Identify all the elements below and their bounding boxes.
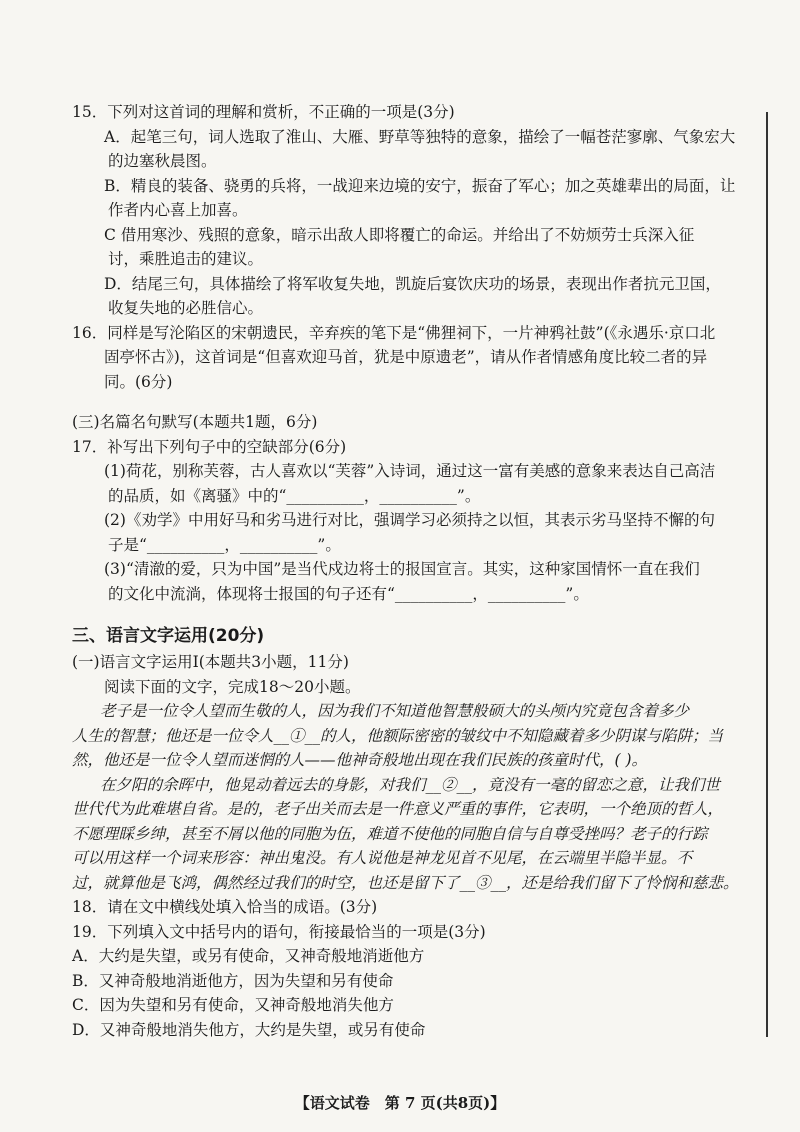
q18-stem: 18．请在文中横线处填入恰当的成语。(3分) bbox=[72, 898, 378, 916]
q17-sub2-cont: 子是“__________，__________”。 bbox=[108, 535, 341, 554]
q15-stem: 15．下列对这首词的理解和赏析，不正确的一项是(3分) bbox=[72, 103, 455, 121]
passage-line: 老子是一位令人望而生敬的人，因为我们不知道他智慧般硕大的头颅内究竟包含着多少 bbox=[100, 702, 690, 720]
q15-option-a: A．起笔三句，词人选取了淮山、大雁、野草等独特的意象，描绘了一幅苍茫寥廓、气象宏大 bbox=[104, 127, 736, 146]
q17-sub2: (2)《劝学》中用好马和劣马进行对比，强调学习必须持之以恒，其表示劣马坚持不懈的句 bbox=[104, 511, 715, 529]
q17-sub3-cont: 的文化中流淌，体现将士报国的句子还有“__________，__________”。 bbox=[108, 584, 589, 603]
q19-option-b: B．又神奇般地消逝他方，因为失望和另有使命 bbox=[72, 971, 394, 990]
passage-line: 人生的智慧；他还是一位令人__①__的人，他额际密密的皱纹中不知隐藏着多少阴谋与陷阱；当 bbox=[72, 726, 724, 745]
q19-stem: 19．下列填入文中括号内的语句，衔接最恰当的一项是(3分) bbox=[72, 922, 486, 941]
q15-option-a-cont: 的边塞秋晨图。 bbox=[108, 152, 217, 170]
q16-line3: 同。(6分) bbox=[104, 372, 173, 391]
binding-margin-line bbox=[766, 112, 768, 1037]
q15-option-c: C 借用寒沙、残照的意象，暗示出敌人即将覆亡的命运。并给出了不妨烦劳士兵深入征 bbox=[104, 225, 695, 244]
q17-stem: 17．补写出下列句子中的空缺部分(6分) bbox=[72, 437, 347, 456]
q17-sub3: (3)“清澈的爱，只为中国”是当代戍边将士的报国宣言。其实，这种家国情怀一直在我们 bbox=[104, 560, 700, 578]
passage-line: 可以用这样一个词来形容：神出鬼没。有人说他是神龙见首不见尾，在云端里半隐半显。不 bbox=[72, 849, 693, 867]
part3-instruction: 阅读下面的文字，完成18～20小题。 bbox=[104, 677, 361, 696]
q17-sub1: (1)荷花，别称芙蓉，古人喜欢以“芙蓉”入诗词，通过这一富有美感的意象来表达自己高洁 bbox=[104, 462, 716, 480]
passage-line: 在夕阳的余晖中，他晃动着远去的身影，对我们__②__，竟没有一毫的留恋之意，让我们世 bbox=[100, 775, 721, 794]
q15-option-b-cont: 作者内心喜上加喜。 bbox=[108, 201, 248, 219]
q19-option-c: C．因为失望和另有使命，又神奇般地消失他方 bbox=[72, 996, 394, 1014]
q15-option-d: D．结尾三句，具体描绘了将军收复失地，凯旋后宴饮庆功的场景，表现出作者抗元卫国， bbox=[104, 274, 721, 293]
q17-sub1-cont: 的品质，如《离骚》中的“__________，__________”。 bbox=[108, 486, 481, 505]
passage-line: 过，就算他是飞鸿，偶然经过我们的时空，也还是留下了__③__，还是给我们留下了怜悯和慈悲。 bbox=[72, 873, 739, 892]
page-footer: 【语文试卷 第 7 页(共8页)】 bbox=[294, 1094, 506, 1112]
q16-line2: 固亭怀古》)，这首词是“但喜欢迎马首，犹是中原遗老”，请从作者情感角度比较二者的异 bbox=[104, 348, 708, 366]
passage-line: 世代代为此难堪自省。是的，老子出关而去是一件意义严重的事件，它表明，一个绝顶的哲人， bbox=[72, 800, 724, 818]
q19-option-d: D．又神奇般地消失他方，大约是失望，或另有使命 bbox=[72, 1020, 426, 1039]
q19-option-a: A．大约是失望，或另有使命，又神奇般地消逝他方 bbox=[72, 947, 425, 965]
passage-line: 然，他还是一位令人望而迷惘的人——他神奇般地出现在我们民族的孩童时代，( )。 bbox=[72, 751, 648, 769]
page-content bbox=[72, 100, 758, 1042]
part3-title: 三、语言文字运用(20分) bbox=[72, 626, 265, 646]
passage-line: 不愿理睬乡绅，甚至不屑以他的同胞为伍，难道不使他的同胞自信与自尊受挫吗？老子的行踪 bbox=[72, 824, 708, 843]
q15-option-b: B．精良的装备、骁勇的兵将，一战迎来边境的安宁，振奋了军心；加之英雄辈出的局面，让 bbox=[104, 176, 736, 195]
q16-line1: 16．同样是写沦陷区的宋朝遗民，辛弃疾的笔下是“佛狸祠下，一片神鸦社鼓”(《永遇乐·京口北 bbox=[72, 323, 716, 342]
part3-subsection: (一)语言文字运用Ⅰ(本题共3小题，11分) bbox=[72, 653, 349, 671]
section-3-title: (三)名篇名句默写(本题共1题，6分) bbox=[72, 413, 318, 431]
q15-option-d-cont: 收复失地的必胜信心。 bbox=[108, 299, 264, 317]
q15-option-c-cont: 讨，乘胜追击的建议。 bbox=[108, 250, 264, 268]
